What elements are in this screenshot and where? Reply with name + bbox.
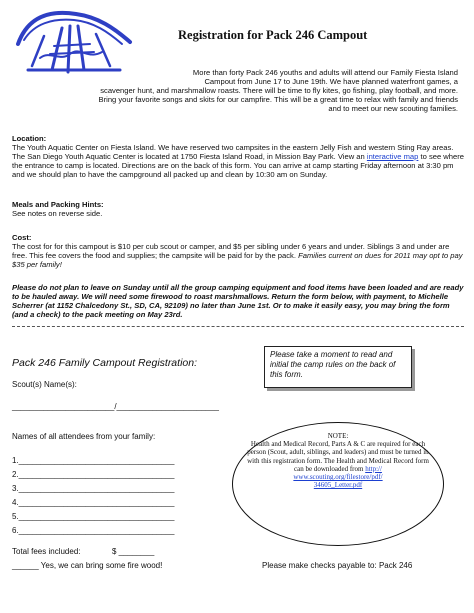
page-title: Registration for Pack 246 Campout: [178, 28, 368, 42]
checks-payable-text: Please make checks payable to: Pack 246: [262, 561, 413, 570]
cut-line-divider: [12, 326, 464, 327]
attendee-field-2[interactable]: 2.___________________________________: [12, 470, 175, 479]
cost-section: [12, 233, 464, 269]
scouts-label: Scout(s) Name(s):: [12, 380, 77, 389]
attendee-field-4[interactable]: 4.___________________________________: [12, 498, 175, 507]
intro-line: scavenger hunt, and marshmallow roasts. There will be time to fly kites, go fishing, play football, and more.: [100, 86, 458, 95]
intro-paragraph: [12, 68, 458, 113]
intro-line: and to meet our new scouting families.: [328, 104, 458, 113]
interactive-map-link[interactable]: interactive map: [366, 152, 419, 161]
meals-heading: Meals and Packing Hints:: [12, 200, 104, 209]
attendee-field-5[interactable]: 5.___________________________________: [12, 512, 175, 521]
health-note-text: Health and Medical Record, Parts A & C are required for each person (Scout, adult, siblings, and leaders) and must be turned in with this registration form. The Health and Medical Record form can be downloaded from http://: [247, 440, 429, 473]
notice-section: Please do not plan to leave on Sunday until all the group camping equipment and food items have been loaded and are ready to be hauled away. We will need some firewood to roast marshmallows. Return the form below, with payment, to Michelle Scherrer (at 1152 Chalcedony St., SD, CA, 92109) no later than June 1st. Or to make it easily easy, you may bring the form (and a check) to the pack meeting on May 23rd.: [12, 283, 464, 319]
cost-text: The cost for for this campout is $10 per cub scout or camper, and $5 per sibling under 6 years and under. Siblings 3 and under are free. This fee covers the food and supplies; the campsite will be paid for by the pack. Families current on dues for 2011 may opt to pay $35 per family!: [12, 242, 463, 269]
attendee-field-3[interactable]: 3.___________________________________: [12, 484, 175, 493]
health-form-link[interactable]: http://: [365, 464, 382, 473]
total-fees-field[interactable]: $ ________: [112, 547, 155, 556]
registration-title: Pack 246 Family Campout Registration:: [12, 357, 197, 369]
attendee-field-6[interactable]: 6.___________________________________: [12, 526, 175, 535]
firewood-field[interactable]: ______ Yes, we can bring some fire wood!: [12, 561, 163, 570]
attendee-field-1[interactable]: 1.___________________________________: [12, 456, 175, 465]
health-note-heading: NOTE:: [327, 432, 349, 440]
intro-line: More than forty Pack 246 youths and adults will attend our Family Fiesta Island: [192, 68, 458, 77]
intro-line: Campout from June 17 to June 19th. We have planned waterfront games, a: [204, 77, 458, 86]
meals-section: [12, 200, 464, 218]
location-section: [12, 134, 464, 179]
camp-rules-box: Please take a moment to read and initial the camp rules on the back of this form.: [264, 346, 412, 388]
health-form-link-3[interactable]: 34605_Letter.pdf: [313, 481, 363, 490]
attendees-label: Names of all attendees from your family:: [12, 432, 156, 441]
scouts-name-field[interactable]: _______________________/_______________________: [12, 402, 219, 411]
location-heading: Location:: [12, 134, 47, 143]
location-text: The Youth Aquatic Center on Fiesta Island. We have reserved two campsites in the eastern Jelly Fish and western Sting Ray areas. The San Diego Youth Aquatic Center is located at 1750 Fiesta Island Road, in Mission Bay Park. View an interactive map to see where the entrance to camp is located. Directions are on the back of this form. You can arrive at camp starting Friday afternoon at 3:30 pm and we should plan to have the campground all packed up and clean by 10:30 am on Sunday.: [12, 143, 464, 179]
cost-heading: Cost:: [12, 233, 32, 242]
intro-line: Bring your favorite songs and skits for our campfire. This will be a great time to relax with family and friends: [98, 95, 458, 104]
health-note: [244, 432, 432, 489]
meals-text: See notes on reverse side.: [12, 209, 103, 218]
pack-logo: [10, 6, 140, 76]
health-form-link-2[interactable]: www.scouting.org/filestore/pdf/: [293, 473, 383, 482]
total-fees-label: Total fees included:: [12, 547, 81, 556]
